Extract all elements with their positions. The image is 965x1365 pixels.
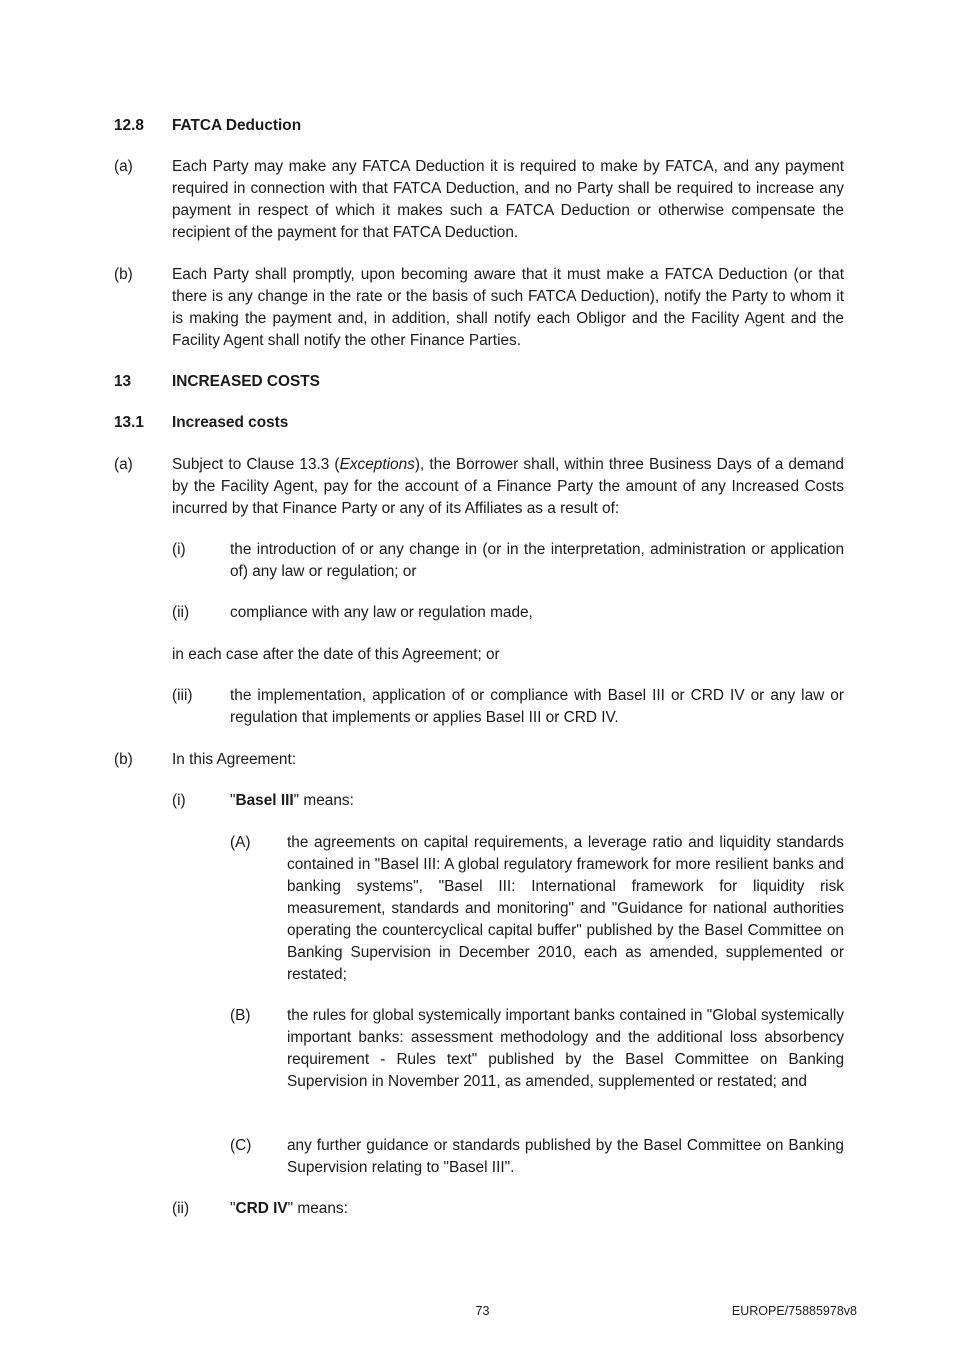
item-text: the rules for global systemically important banks contained in "Global systemically important banks: assessment methodology and the additional loss absorbency requirement - Rules text" published by the Basel Committee on Banking Supervision in November 2011, as amended, supplemented or restated; and [287,1007,844,1090]
definition-line [230,1198,844,1220]
means-text: " means: [293,792,354,809]
section-number: 12.8 [114,117,144,134]
section-title: FATCA Deduction [172,117,302,134]
paragraph-text: In this Agreement: [172,751,297,768]
page-number: 73 [475,1304,490,1318]
defined-term: CRD IV [235,1200,288,1217]
defined-term: Basel III [235,792,294,809]
section-title: Increased costs [172,414,289,431]
item-number: (B) [230,1007,251,1024]
paragraph-number: (b) [114,751,133,768]
section-number: 13.1 [114,414,144,431]
quote-open: " [230,792,236,809]
text-run: Subject to Clause 13.3 ( [172,456,340,473]
paragraph-text [172,454,844,520]
cross-reference: Exceptions [339,456,415,473]
subparagraph-number: (ii) [172,604,190,621]
definition-line [230,790,844,812]
subparagraph-text: the introduction of or any change in (or in the interpretation, administration or application of) any law or regulation; or [230,541,844,580]
subparagraph-text: the implementation, application of or compliance with Basel III or CRD IV or any law or regulation that implements or applies Basel III or CRD IV. [230,687,844,726]
paragraph-number: (a) [114,456,133,473]
subparagraph-text: compliance with any law or regulation made, [230,604,533,621]
means-text: " means: [287,1200,348,1217]
paragraph-text: Each Party may make any FATCA Deduction it is required to make by FATCA, and any payment required in connection with that FATCA Deduction, and no Party shall be required to increase any payment in respect of which it makes such a FATCA Deduction or otherwise compensate the recipient of the payment for that FATCA Deduction. [172,158,844,241]
item-text: the agreements on capital requirements, a leverage ratio and liquidity standards contained in "Basel III: A global regulatory framework for more resilient banks and banking systems", "Basel III: International framework for liquidity risk measurement, standards and monitoring" and "Guidance for national authorities operating the countercyclical capital buffer" published by the Basel Committee on Banking Supervision in December 2010, each as amended, supplemented or restated; [287,834,844,983]
paragraph-text: Each Party shall promptly, upon becoming aware that it must make a FATCA Deduction (or that there is any change in the rate or the basis of such FATCA Deduction), notify the Party to whom it is making the payment and, in addition, shall notify each Obligor and the Facility Agent and the Facility Agent shall notify the other Finance Parties. [172,266,844,349]
paragraph-number: (b) [114,266,133,283]
item-number: (A) [230,834,251,851]
subparagraph-number: (i) [172,792,186,809]
subparagraph-number: (i) [172,541,186,558]
item-text: any further guidance or standards published by the Basel Committee on Banking Supervision relating to "Basel III". [287,1137,844,1176]
subparagraph-number: (iii) [172,687,193,704]
paragraph-number: (a) [114,158,133,175]
text-run: ), the Borrower shall, within three Business Days of a demand by the Facility Agent, pay for the account of a Finance Party the amount of any Increased Costs incurred by that Finance Party or any of its Affiliates as a result of: [172,456,844,517]
item-number: (C) [230,1137,252,1154]
continuation-line: in each case after the date of this Agreement; or [172,646,500,663]
document-reference: EUROPE/75885978v8 [731,1304,857,1318]
section-title: INCREASED COSTS [172,373,320,390]
subparagraph-number: (ii) [172,1200,190,1217]
quote-open: " [230,1200,236,1217]
section-number: 13 [114,373,132,390]
